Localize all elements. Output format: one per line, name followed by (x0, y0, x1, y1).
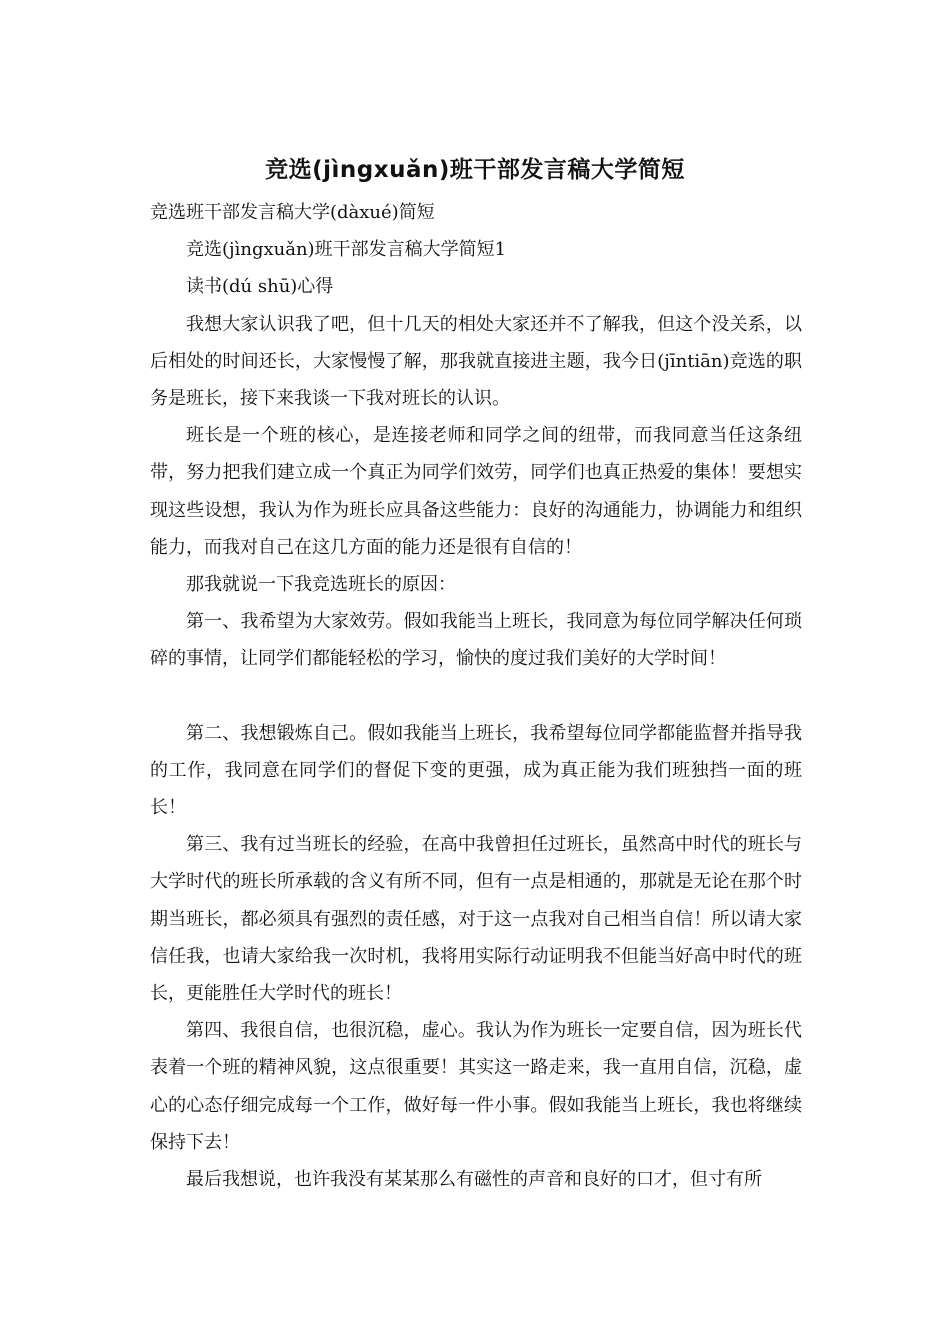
paragraph-intro: 我想大家认识我了吧，但十几天的相处大家还并不了解我，但这个没关系，以后相处的时间还长，大家慢慢了解，那我就直接进主题，我今日(jīntiān)竞选的职务是班长，接下来我谈一下我对班长的认识。 (150, 313, 802, 410)
paragraph-reasons-lead: 那我就说一下我竞选班长的原因： (186, 574, 456, 596)
paragraph-monitor-role: 班长是一个班的核心，是连接老师和同学之间的纽带，而我同意当任这条纽带，努力把我们建立成一个真正为同学们效劳，同学们也真正热爱的集体！要想实现这些设想，我认为作为班长应具备这些能力：良好的沟通能力，协调能力和组织能力，而我对自己在这几方面的能力还是很有自信的！ (150, 425, 802, 558)
paragraph-reason-second: 第二、我想锻炼自己。假如我能当上班长，我希望每位同学都能监督并指导我的工作，我同意在同学们的督促下变的更强，成为真正能为我们班独挡一面的班长！ (150, 722, 802, 819)
subtitle-line: 竞选班干部发言稿大学(dàxué)简短 (150, 202, 435, 223)
document-body (150, 194, 802, 1198)
document-title: 竞选(jìngxuǎn)班干部发言稿大学简短 (265, 157, 685, 183)
paragraph-reason-fourth: 第四、我很自信，也很沉稳，虚心。我认为作为班长一定要自信，因为班长代表着一个班的精神风貌，这点很重要！其实这一路走来，我一直用自信，沉稳，虚心的心态仔细完成每一个工作，做好每一件小事。假如我能当上班长，我也将继续保持下去！ (150, 1020, 802, 1153)
section-heading: 竞选(jìngxuǎn)班干部发言稿大学简短1 (186, 239, 507, 261)
paragraph-closing: 最后我想说，也许我没有某某那么有磁性的声音和良好的口才，但寸有所 (186, 1169, 762, 1191)
paragraph-reason-first: 第一、我希望为大家效劳。假如我能当上班长，我同意为每位同学解决任何琐碎的事情，让同学们都能轻松的学习，愉快的度过我们美好的大学时间！ (150, 611, 802, 670)
section-subheading: 读书(dú shū)心得 (186, 276, 334, 298)
paragraph-reason-third: 第三、我有过当班长的经验，在高中我曾担任过班长，虽然高中时代的班长与大学时代的班长所承载的含义有所不同，但有一点是相通的，那就是无论在那个时期当班长，都必须具有强烈的责任感，对于这一点我对自己相当自信！所以请大家信任我，也请大家给我一次时机，我将用实际行动证明我不但能当好高中时代的班长，更能胜任大学时代的班长！ (150, 834, 802, 1005)
